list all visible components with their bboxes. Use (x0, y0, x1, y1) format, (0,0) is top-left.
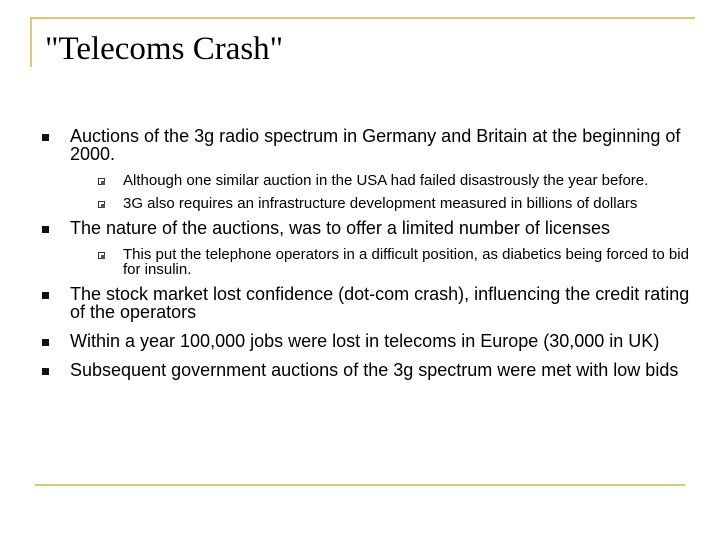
square-bullet-icon (42, 226, 49, 233)
sub-bullet-text: 3G also requires an infrastructure development measured in billions of dollars (123, 195, 638, 212)
sub-bullet-list (70, 247, 692, 277)
bullet-text: Subsequent government auctions of the 3g spectrum were met with low bids (70, 360, 679, 380)
square-bullet-icon (42, 292, 49, 299)
square-bullet-icon (42, 339, 49, 346)
square-bullet-icon (42, 134, 49, 141)
bullet-text: The stock market lost confidence (dot-com crash), influencing the credit rating of the operators (70, 284, 690, 322)
hollow-square-bullet-icon (98, 201, 105, 208)
title-rule-vertical (30, 17, 32, 67)
sub-bullet-item (98, 196, 692, 211)
bottom-rule (35, 484, 685, 486)
bullet-list (42, 127, 692, 386)
slide-title: "Telecoms Crash" (45, 31, 284, 67)
bullet-text: The nature of the auctions, was to offer a limited number of licenses (70, 218, 610, 238)
title-rule-horizontal (30, 17, 695, 19)
sub-bullet-item (98, 173, 692, 188)
bullet-item-stock-market (42, 285, 692, 321)
bullet-text: Auctions of the 3g radio spectrum in Germany and Britain at the beginning of 2000. (70, 126, 681, 164)
bullet-text: Within a year 100,000 jobs were lost in telecoms in Europe (30,000 in UK) (70, 331, 660, 351)
bullet-item-government-auctions (42, 361, 692, 379)
bullet-item-jobs (42, 332, 692, 350)
sub-bullet-text: Although one similar auction in the USA had failed disastrously the year before. (123, 172, 649, 189)
square-bullet-icon (42, 368, 49, 375)
sub-bullet-list (70, 173, 692, 211)
hollow-square-bullet-icon (98, 252, 105, 259)
sub-bullet-item (98, 247, 692, 277)
bullet-item-auctions (42, 127, 692, 211)
bullet-item-nature (42, 219, 692, 277)
hollow-square-bullet-icon (98, 178, 105, 185)
sub-bullet-text: This put the telephone operators in a difficult position, as diabetics being forced to bid for insulin. (123, 246, 689, 278)
